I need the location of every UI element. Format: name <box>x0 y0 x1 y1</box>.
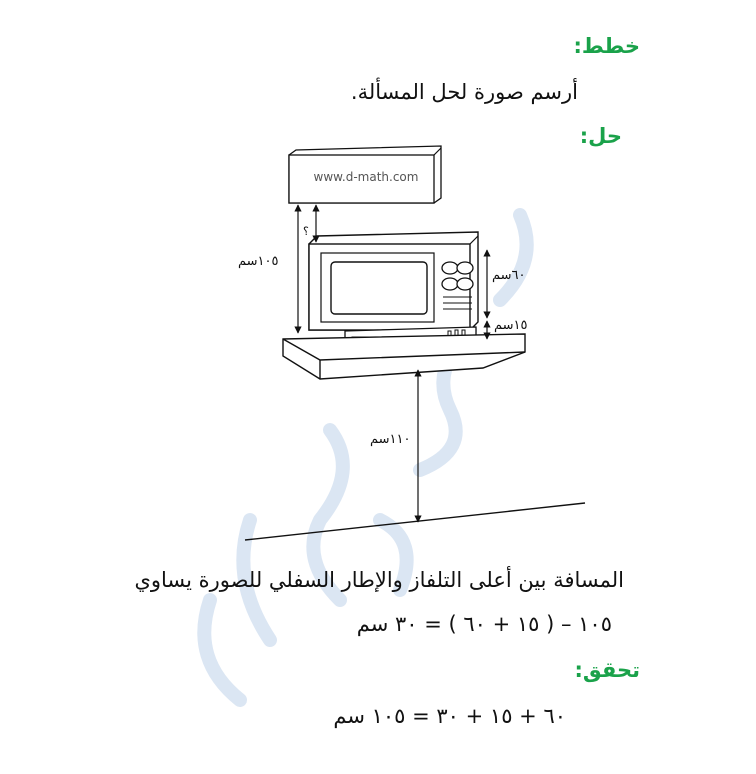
base-height-label: ١٥سم <box>494 318 528 333</box>
plan-text: أرسم صورة لحل المسألة. <box>350 80 578 104</box>
floor-line <box>245 503 585 540</box>
solution-line-1: المسافة بين أعلى التلفاز والإطار السفلي للصورة يساوي <box>134 568 624 592</box>
tv-body <box>309 232 478 330</box>
check-line: ٦٠ + ١٥ + ٣٠ = ١٠٥ سم <box>333 704 566 728</box>
shelf-height-label: ١١٠سم <box>370 432 411 447</box>
shelf <box>283 334 525 379</box>
solution-line-2: ١٠٥ – ( ١٥ + ٦٠ ) = ٣٠ سم <box>356 612 612 636</box>
tv-height-label: ٦٠سم <box>492 268 526 283</box>
sign-text: www.d-math.com <box>313 170 419 184</box>
solve-heading: حل: <box>579 124 622 148</box>
check-heading: تحقق: <box>574 658 640 682</box>
total-height-label: ١٠٥سم <box>238 254 279 269</box>
plan-heading: خطط: <box>573 34 640 58</box>
unknown-mark: ؟ <box>303 225 309 238</box>
